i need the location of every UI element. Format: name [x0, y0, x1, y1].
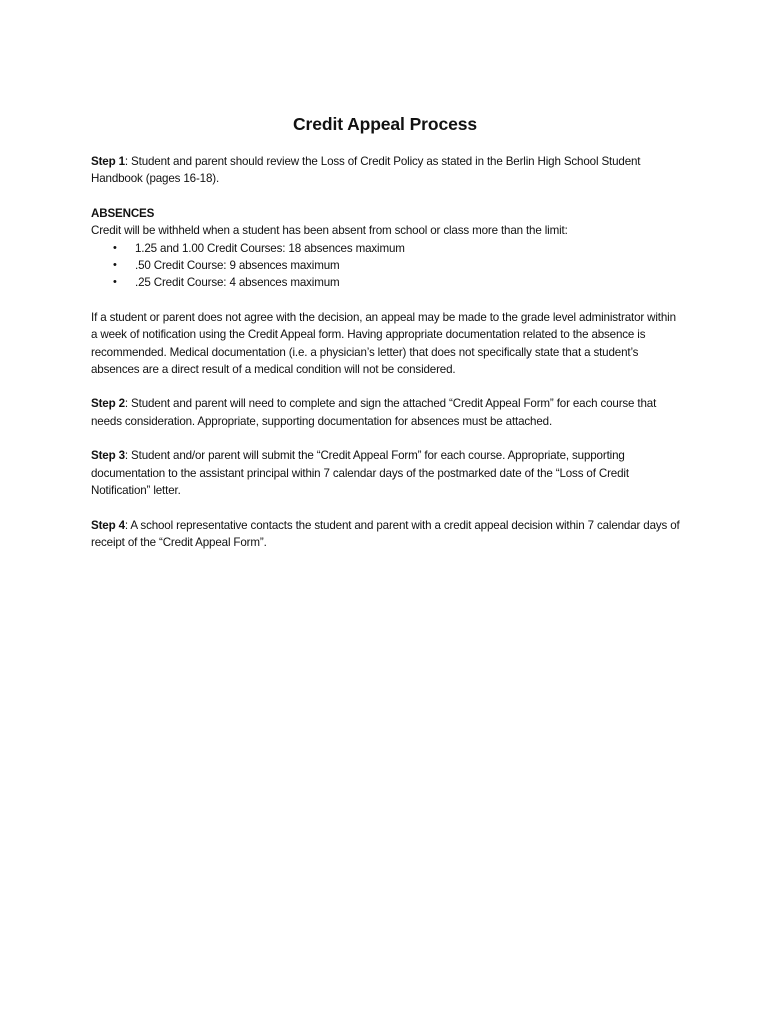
step-2-text: : Student and parent will need to complete and sign the attached “Credit Appeal Form” for each course that needs consideration. Appropriate, supporting documentation for absences must be attached. — [91, 397, 657, 428]
step-2-paragraph — [91, 395, 681, 430]
step-4-paragraph — [91, 517, 681, 552]
step-3-text: : Student and/or parent will submit the “Credit Appeal Form” for each course. Appropriate, supporting documentation to the assistant principal within 7 calendar days of the postmarked date of the “Loss of Credit Notification” letter. — [91, 449, 629, 498]
bullet-icon: • — [113, 276, 117, 289]
step-4-text: : A school representative contacts the student and parent with a credit appeal decision within 7 calendar days of receipt of the “Credit Appeal Form”. — [91, 518, 680, 549]
step-3-paragraph — [91, 447, 681, 499]
list-item — [113, 274, 681, 291]
document-body — [91, 153, 681, 568]
limit-text: 1.25 and 1.00 Credit Courses: 18 absences maximum — [135, 241, 405, 255]
limit-text: .50 Credit Course: 9 absences maximum — [135, 259, 340, 273]
step-1-paragraph — [91, 153, 681, 188]
absences-heading: ABSENCES — [91, 206, 155, 220]
step-2-label: Step 2 — [91, 397, 125, 411]
limit-text: .25 Credit Course: 4 absences maximum — [135, 276, 340, 290]
step-4-label: Step 4 — [91, 518, 125, 532]
bullet-icon: • — [113, 241, 117, 254]
appeal-paragraph: If a student or parent does not agree with the decision, an appeal may be made to the grade level administrator within a week of notification using the Credit Appeal form. Having appropriate documentation related to the absence is recommended. Medical documentation (i.e. a physician’s letter) that does not specifically state that a student’s absences are a direct result of a medical condition will not be considered. — [91, 310, 676, 377]
step-1-text: : Student and parent should review the Loss of Credit Policy as stated in the Berlin High School Student Handbook (pages 16-18). — [91, 155, 641, 186]
step-1-label: Step 1 — [91, 155, 125, 168]
step-3-label: Step 3 — [91, 449, 125, 463]
list-item — [113, 240, 681, 257]
absences-section — [91, 205, 681, 240]
bullet-icon: • — [113, 259, 117, 272]
page-title: Credit Appeal Process — [293, 114, 477, 134]
absence-limits-list — [91, 240, 681, 292]
absences-intro: Credit will be withheld when a student has been absent from school or class more than the limit: — [91, 224, 568, 238]
list-item — [113, 257, 681, 274]
